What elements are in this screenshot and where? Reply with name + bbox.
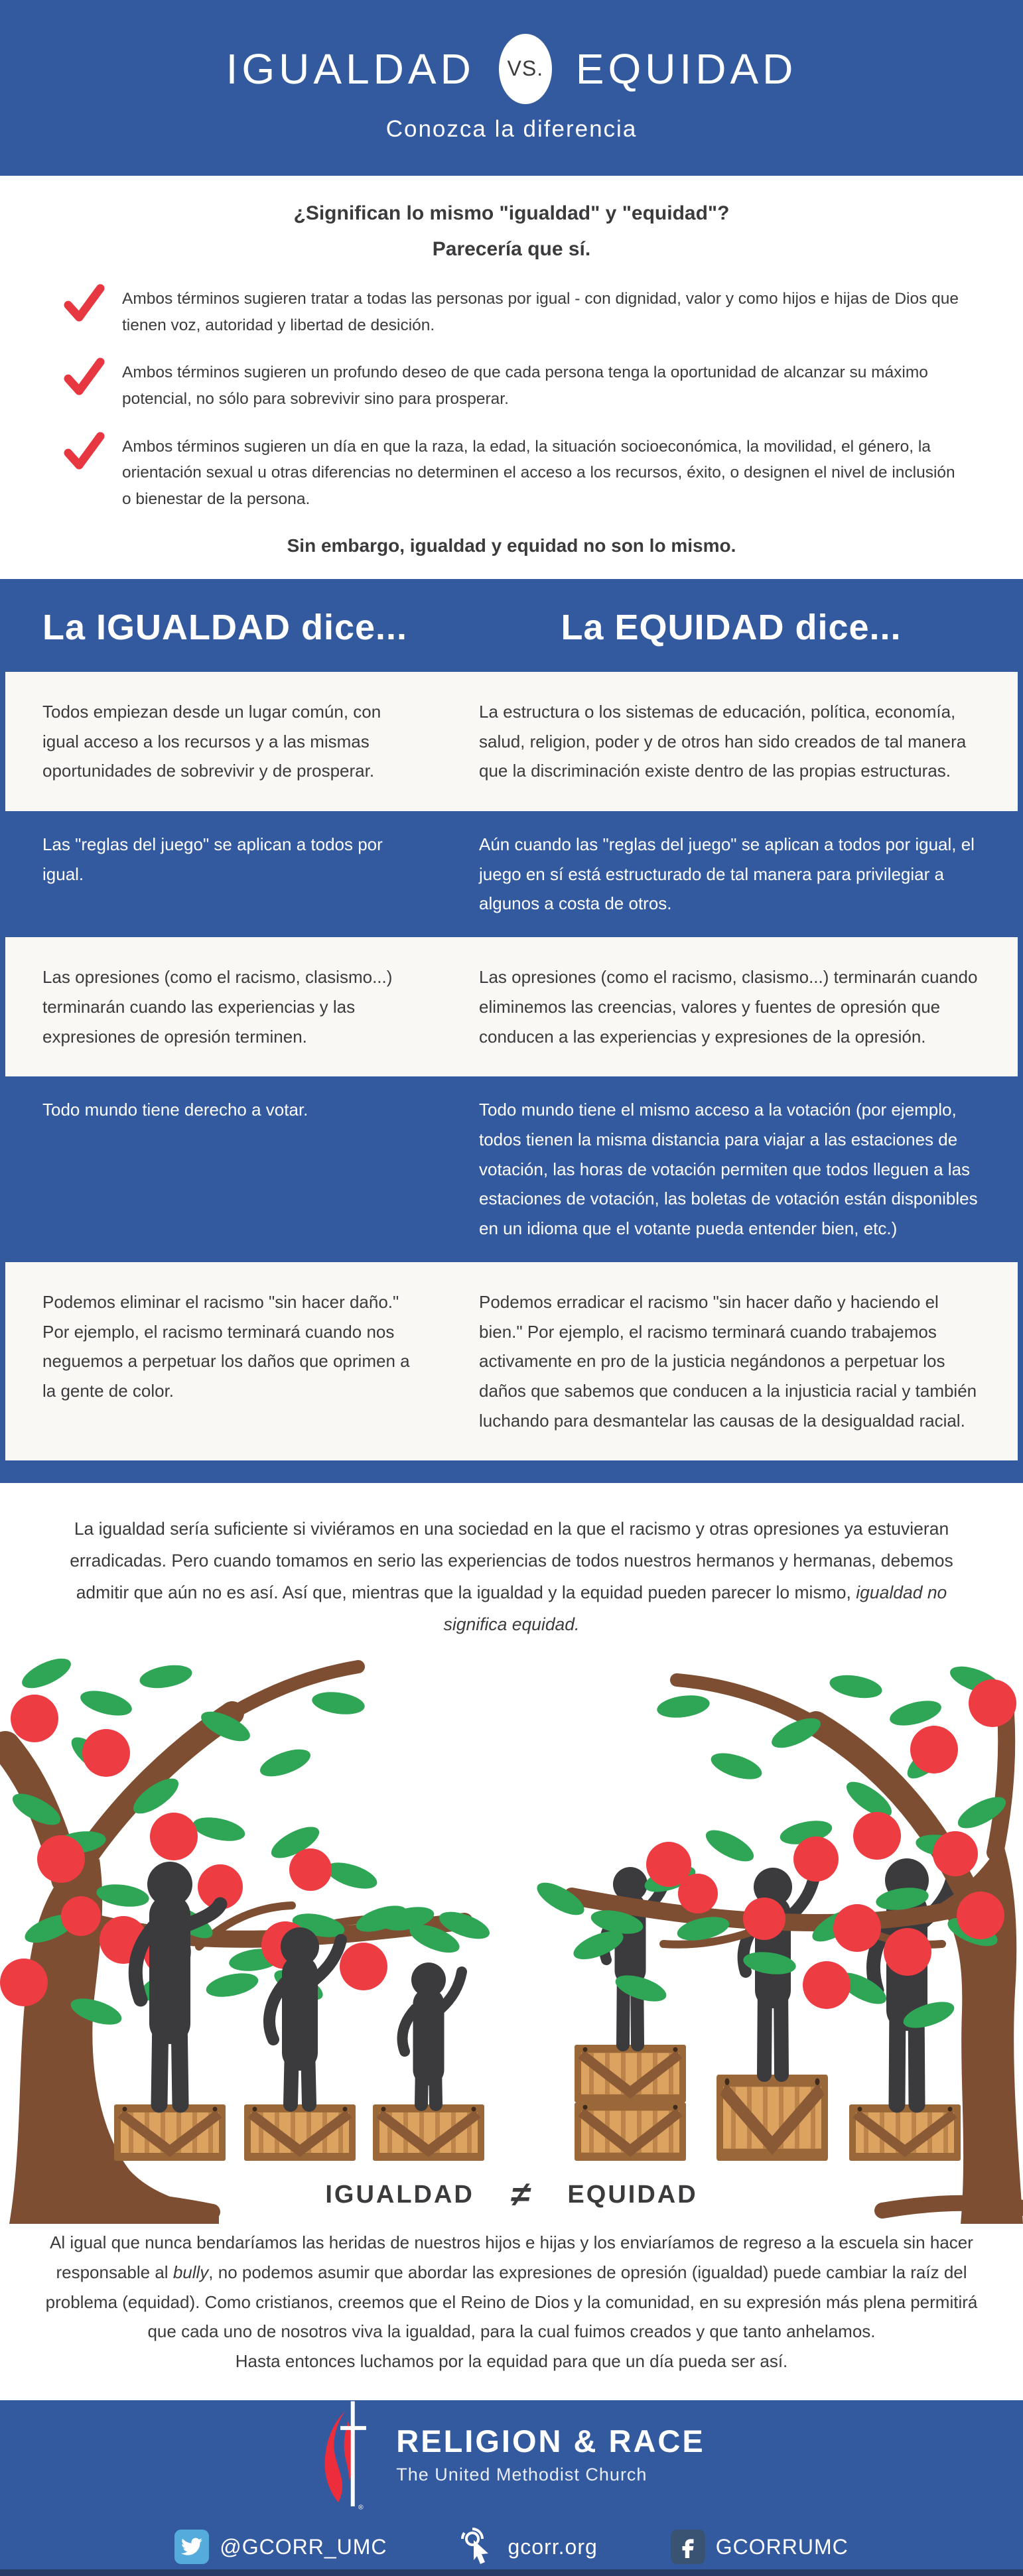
intro-question-line1: ¿Significan lo mismo "igualdad" y "equidad"? [293,202,730,224]
equidad-cell: Las opresiones (como el racismo, clasismo...) terminarán cuando eliminemos las creencias, valores y fuentes de opresión que conducen a las experiencias y expresiones de la opresión. [479,967,978,1047]
intro-question-line2: Parecería que sí. [432,238,591,260]
igualdad-cell: Las "reglas del juego" se aplican a todos por igual. [42,834,383,884]
mid-paragraph-italic: igualdad no significa equidad. [443,1582,947,1634]
table-row [5,1076,1018,1262]
crate [849,2104,961,2161]
not-equal-sign: ≠ [508,2175,534,2215]
table-row [5,672,1018,811]
illustration-labels [0,2175,1023,2215]
closing-last-line: Hasta entonces luchamos por la equidad para que un día pueda ser así. [235,2351,788,2372]
org-subtitle: The United Methodist Church [396,2465,648,2485]
crate [575,2102,686,2161]
intro-bullets [64,283,959,513]
cross-and-flame-icon [318,2398,379,2512]
footer [0,2400,1023,2569]
bullet-text: Ambos términos sugieren un profundo deseo de que cada persona tenga la oportunidad de alcanzar su máximo potencial, no sólo para sobrevivir sino para prosperar. [122,363,928,409]
logo-row [318,2398,705,2512]
igualdad-figures [114,1862,484,2161]
igualdad-cell: Podemos eliminar el racismo "sin hacer daño." Por ejemplo, el racismo terminará cuando nos neguemos a perpetuar los daños que oprimen a la gente de color. [42,1291,410,1401]
logo-text [396,2425,705,2485]
registered-mark: ® [358,2504,364,2512]
checkmark-icon [64,357,105,398]
closing-text [42,2228,981,2347]
closing-part2: , no podemos asumir que abordar las expresiones de opresión (igualdad) puede cambiar la raíz del problema (equidad). Como cristianos, creemos que el Reino de Dios y la comunidad, en su expresión más plena permitirá que cada uno de nosotros viva la igualdad, para la cual fuimos creados y que tanto anhelamos. [45,2262,978,2342]
equidad-column-header: La EQUIDAD dice... [561,607,902,647]
igualdad-cell: Todos empiezan desde un lugar común, con igual acceso a los recursos y a las mismas oportunidades de sobrevivir y de prosperar. [42,701,381,781]
equidad-cell: Aún cuando las "reglas del juego" se aplican a todos por igual, el juego en sí está estructurado de tal manera para privilegiar a algunos a costa de otros. [479,834,975,914]
crate [114,2104,226,2161]
bullet-text: Ambos términos sugieren un día en que la raza, la edad, la situación socioeconómica, la movilidad, el género, la orientación sexual u otras diferencias no determinen el acceso a los recursos, éxito, o designen el nivel de inclusión o bienestar de la persona. [122,437,955,509]
apple-tree-illustration [0,1640,1023,2224]
crate [575,2045,686,2102]
mid-paragraph-text: La igualdad sería suficiente si viviéramos en una sociedad en la que el racismo y otras opresiones ya estuvieran erradicadas. Pero cuando tomamos en serio las experiencias de todos nuestros hermanos y hermanas, debemos admitir que aún no es así. Así que, mientras que la igualdad y la equidad pueden parecer lo mismo, [70,1519,953,1602]
facebook-handle: GCORRUMC [715,2534,849,2559]
closing-paragraph [0,2224,1023,2400]
equidad-cell: Todo mundo tiene el mismo acceso a la votación (por ejemplo, todos tienen la misma distancia para viajar a las estaciones de votación, las horas de votación permiten que todos lleguen a las estaciones de votación, las boletas de votación están disponibles en un idioma que el votante pueda entender bien, etc.) [479,1100,978,1239]
website-url: gcorr.org [508,2534,598,2559]
intro-section [0,176,1023,579]
title-equidad: EQUIDAD [575,44,797,93]
intro-conclusion: Sin embargo, igualdad y equidad no son lo mismo. [287,535,736,556]
facebook-icon [671,2530,705,2564]
social-row [174,2527,849,2567]
label-igualdad: IGUALDAD [325,2180,474,2209]
table-row [5,811,1018,937]
table-row [5,937,1018,1076]
title-igualdad: IGUALDAD [226,44,475,93]
header-subtitle: Conozca la diferencia [385,115,638,142]
click-cursor-icon [460,2527,498,2567]
org-name: RELIGION & RACE [396,2423,705,2459]
facebook-link[interactable] [671,2530,849,2564]
list-item [64,283,959,338]
igualdad-cell: Todo mundo tiene derecho a votar. [42,1100,308,1120]
twitter-link[interactable] [174,2530,387,2564]
vs-label: VS. [507,56,544,80]
vs-badge [499,34,552,104]
igualdad-column-header: La IGUALDAD dice... [42,607,408,647]
closing-part1: Al igual que nunca bendaríamos las heridas de nuestros hijos e hijas y los enviaríamos de regreso a la escuela sin hacer responsable al [50,2232,973,2282]
list-item [64,357,959,412]
equidad-cell: La estructura o los sistemas de educación, política, economía, salud, religion, poder y de otros han sido creados de tal manera que la discriminación existe dentro de las propias estructuras. [479,701,967,781]
title-row [226,34,797,104]
person-short-boosted [604,1867,666,2045]
label-equidad: EQUIDAD [567,2180,698,2209]
comparison-headers [5,579,1018,672]
table-row [5,1262,1018,1461]
bullet-text: Ambos términos sugieren tratar a todas las personas por igual - con dignidad, valor y como hijos e hijas de Dios que tienen voz, autoridad y libertad de desición. [122,290,959,334]
equidad-cell: Podemos erradicar el racismo "sin hacer daño y haciendo el bien." Por ejemplo, el racismo terminará cuando trabajemos activamente en pro de la justicia negándonos a perpetuar los daños que sabemos que conducen a la injusticia racial y también luchando para desmantelar las causas de la desigualdad racial. [479,1291,977,1431]
footer-bottom-strip [0,2569,1023,2576]
illustration [0,1640,1023,2224]
twitter-icon [174,2530,209,2564]
igualdad-cell: Las opresiones (como el racismo, clasismo...) terminarán cuando las experiencias y las expresiones de opresión terminen. [42,967,393,1047]
comparison-table [0,579,1023,1484]
website-link[interactable] [460,2527,598,2567]
person-short [403,1963,462,2104]
checkmark-icon [64,283,105,324]
checkmark-icon [64,431,105,472]
crate [244,2104,356,2161]
crate [716,2075,828,2161]
mid-paragraph [0,1483,1023,1640]
crate [373,2104,484,2161]
twitter-handle: @GCORR_UMC [220,2534,387,2559]
closing-italic: bully [172,2262,209,2282]
header-banner [0,0,1023,176]
list-item [64,431,959,513]
